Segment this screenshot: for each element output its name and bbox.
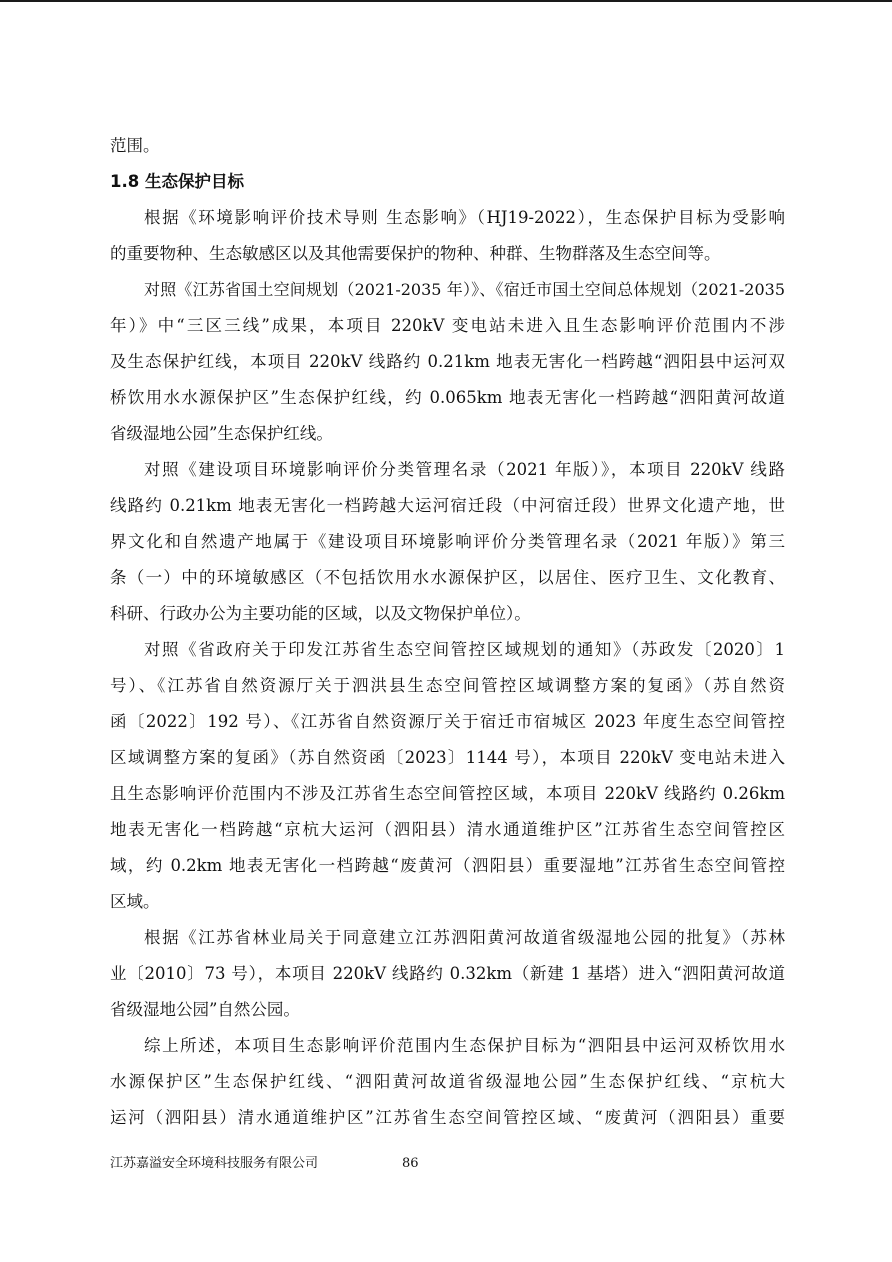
paragraph-line: 科研、行政办公为主要功能的区域，以及文物保护单位）。: [110, 604, 531, 623]
paragraph-line: 省级湿地公园”自然公园。: [110, 1000, 300, 1019]
paragraph-line: 对照《建设项目环境影响评价分类管理名录（2021 年版）》，本项目 220kV 线路: [144, 460, 785, 479]
document-body: [110, 128, 785, 1136]
paragraph-line: 的重要物种、生态敏感区以及其他需要保护的物种、种群、生物群落及生态空间等。: [110, 244, 721, 263]
paragraph-line: 桥饮用水水源保护区”生态保护红线，约 0.065km 地表无害化一档跨越“泗阳黄河故道: [110, 388, 785, 407]
paragraph-line: 范围。: [110, 136, 160, 155]
paragraph-line: 综上所述，本项目生态影响评价范围内生态保护目标为“泗阳县中运河双桥饮用水: [144, 1036, 785, 1055]
paragraph-line: 根据《环境影响评价技术导则 生态影响》（HJ19-2022），生态保护目标为受影响: [144, 208, 785, 227]
paragraph-line: 域，约 0.2km 地表无害化一档跨越“废黄河（泗阳县）重要湿地”江苏省生态空间管控: [110, 856, 785, 875]
paragraph-line: 且生态影响评价范围内不涉及江苏省生态空间管控区域，本项目 220kV 线路约 0.26km: [110, 784, 785, 803]
paragraph-line: 根据《江苏省林业局关于同意建立江苏泗阳黄河故道省级湿地公园的批复》（苏林: [144, 928, 785, 947]
paragraph-line: 号）、《江苏省自然资源厅关于泗洪县生态空间管控区域调整方案的复函》（苏自然资: [110, 676, 785, 695]
paragraph-line: 年）》中“三区三线”成果，本项目 220kV 变电站未进入且生态影响评价范围内不涉: [110, 316, 785, 335]
paragraph-line: 区域调整方案的复函》（苏自然资函〔2023〕1144 号），本项目 220kV 变电站未进入: [110, 748, 785, 767]
paragraph-line: 线路约 0.21km 地表无害化一档跨越大运河宿迁段（中河宿迁段）世界文化遗产地，世: [110, 496, 785, 515]
page-footer: [110, 1154, 785, 1174]
footer-company-name: 江苏嘉溢安全环境科技服务有限公司: [110, 1156, 319, 1171]
paragraph-line: 函〔2022〕192 号）、《江苏省自然资源厅关于宿迁市宿城区 2023 年度生态空间管控: [110, 712, 785, 731]
paragraph-line: 对照《省政府关于印发江苏省生态空间管控区域规划的通知》（苏政发〔2020〕1: [144, 640, 785, 659]
paragraph-line: 区域。: [110, 892, 160, 911]
top-border-line: [0, 0, 892, 2]
section-heading: 1.8 生态保护目标: [110, 172, 244, 191]
page-number: 86: [402, 1156, 419, 1171]
paragraph-line: 水源保护区”生态保护红线、“泗阳黄河故道省级湿地公园”生态保护红线、“京杭大: [110, 1072, 785, 1091]
paragraph-line: 条（一）中的环境敏感区（不包括饮用水水源保护区，以居住、医疗卫生、文化教育、: [110, 568, 785, 587]
paragraph-line: 地表无害化一档跨越“京杭大运河（泗阳县）清水通道维护区”江苏省生态空间管控区: [110, 820, 785, 839]
paragraph-line: 对照《江苏省国土空间规划（2021-2035 年）》、《宿迁市国土空间总体规划（2021-2035: [144, 280, 785, 299]
paragraph-line: 运河（泗阳县）清水通道维护区”江苏省生态空间管控区域、“废黄河（泗阳县）重要: [110, 1108, 785, 1127]
paragraph-line: 及生态保护红线，本项目 220kV 线路约 0.21km 地表无害化一档跨越“泗阳县中运河双: [110, 352, 785, 371]
paragraph-line: 业〔2010〕73 号），本项目 220kV 线路约 0.32km（新建 1 基塔）进入“泗阳黄河故道: [110, 964, 785, 983]
paragraph-line: 界文化和自然遗产地属于《建设项目环境影响评价分类管理名录（2021 年版）》第三: [110, 532, 785, 551]
paragraph-line: 省级湿地公园”生态保护红线。: [110, 424, 333, 443]
